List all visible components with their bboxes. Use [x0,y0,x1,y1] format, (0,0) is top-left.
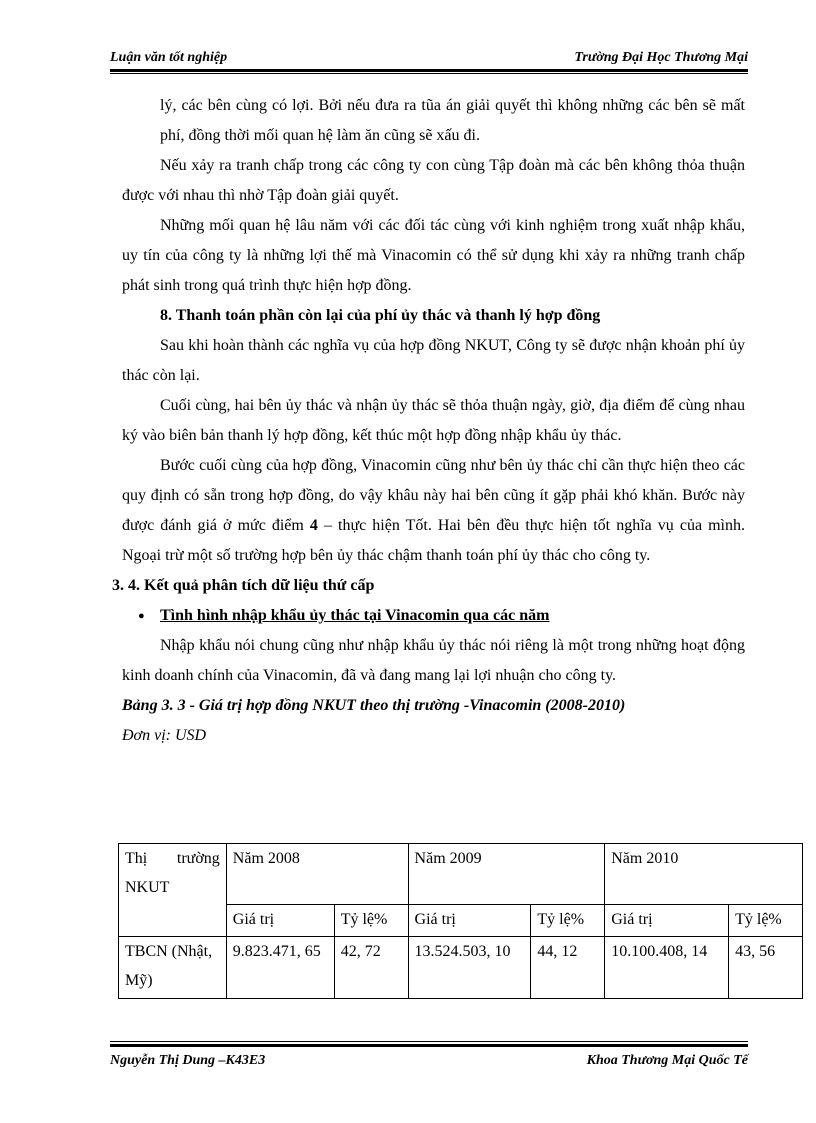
paragraph: Cuối cùng, hai bên ủy thác và nhận ủy thác sẽ thỏa thuận ngày, giờ, địa điểm để cùng nhau ký vào biên bản thanh lý hợp đồng, kết thúc một hợp đồng nhập khẩu ủy thác. [122,397,745,444]
table-cell: 9.823.471, 65 [226,937,334,999]
footer-rule-thin [110,1041,748,1042]
header-rule-thick [110,69,748,72]
header-rule-thin [110,73,748,74]
footer-left: Nguyễn Thị Dung –K43E3 [110,1053,266,1068]
footer-rule-thick [110,1044,748,1047]
header-right: Trường Đại Học Thương Mại [574,50,748,65]
bullet-icon: ● [138,610,145,623]
table-row [119,937,803,999]
paragraph: lý, các bên cùng có lợi. Bởi nếu đưa ra tũa án giải quyết thì không những các bên sẽ mất phí, đồng thời mối quan hệ làm ăn cũng sẽ xấu đi. [160,97,745,144]
score-value: 4 [309,517,318,534]
bullet-text: Tình hình nhập khẩu ủy thác tại Vinacomin qua các năm [160,607,550,624]
table-header-cell: Tỷ lệ% [334,905,408,937]
table-cell: TBCN (Nhật, Mỹ) [119,937,227,999]
table-header-cell: Năm 2009 [408,844,605,905]
bullet-item [122,601,745,631]
table-header-cell: Giá trị [408,905,531,937]
table-header-cell: Thị trường NKUT [119,844,227,937]
paragraph: Sau khi hoàn thành các nghĩa vụ của hợp đồng NKUT, Công ty sẽ được nhận khoản phí ủy thác còn lại. [122,337,745,384]
paragraph: Những mối quan hệ lâu năm với các đối tác cùng với kinh nghiệm trong xuất nhập khẩu, uy tín của công ty là những lợi thế mà Vinacomin có thể sử dụng khi xảy ra những tranh chấp phát sinh trong quá trình thực hiện hợp đồng. [122,217,745,294]
page-footer [110,1053,748,1075]
table-header-cell: Tỷ lệ% [729,905,803,937]
paragraph: Nếu xảy ra tranh chấp trong các công ty con cùng Tập đoàn mà các bên không thỏa thuận được với nhau thì nhờ Tập đoàn giải quyết. [122,157,745,204]
table-header-cell: Năm 2008 [226,844,408,905]
table-cell: 43, 56 [729,937,803,999]
table-unit: Đơn vị: USD [122,727,207,745]
table-header-row [119,844,803,905]
document-body [112,91,746,751]
table-header-cell: Giá trị [226,905,334,937]
table-header-cell: Giá trị [605,905,729,937]
table-caption: Bảng 3. 3 - Giá trị hợp đồng NKUT theo thị trường -Vinacomin (2008-2010) [122,697,626,715]
paragraph-text: Bước cuối cùng của hợp đồng, Vinacomin cũng như bên ủy thác chỉ cần thực hiện theo các quy định có sẵn trong hợp đồng, do vậy khâu này hai bên cũng ít gặp phải khó khăn. Bước này được đánh giá ở mức điểm [122,457,745,534]
footer-right: Khoa Thương Mại Quốc Tế [586,1053,748,1068]
table-header-cell: Năm 2010 [605,844,803,905]
table-cell: 10.100.408, 14 [605,937,729,999]
section-heading-8: 8. Thanh toán phần còn lại của phí ủy thác và thanh lý hợp đồng [160,307,601,324]
table-cell: 42, 72 [334,937,408,999]
header-left: Luận văn tốt nghiệp [110,50,228,65]
table-cell: 44, 12 [531,937,605,999]
paragraph: Nhập khẩu nói chung cũng như nhập khẩu ủy thác nói riêng là một trong những hoạt động kinh doanh chính của Vinacomin, đã và đang mang lại lợi nhuận cho công ty. [122,637,745,685]
table-cell: 13.524.503, 10 [408,937,531,999]
section-heading-3-4: 3. 4. Kết quả phân tích dữ liệu thứ cấp [112,577,375,594]
paragraph-text: – thực hiện Tốt. Hai bên đều thực hiện tốt nghĩa vụ của mình. Ngoại trừ một số trường hợp bên ủy thác chậm thanh toán phí ủy thác cho công ty. [122,517,746,564]
data-table [118,843,803,999]
paragraph [122,451,745,571]
table-header-cell: Tỷ lệ% [531,905,605,937]
